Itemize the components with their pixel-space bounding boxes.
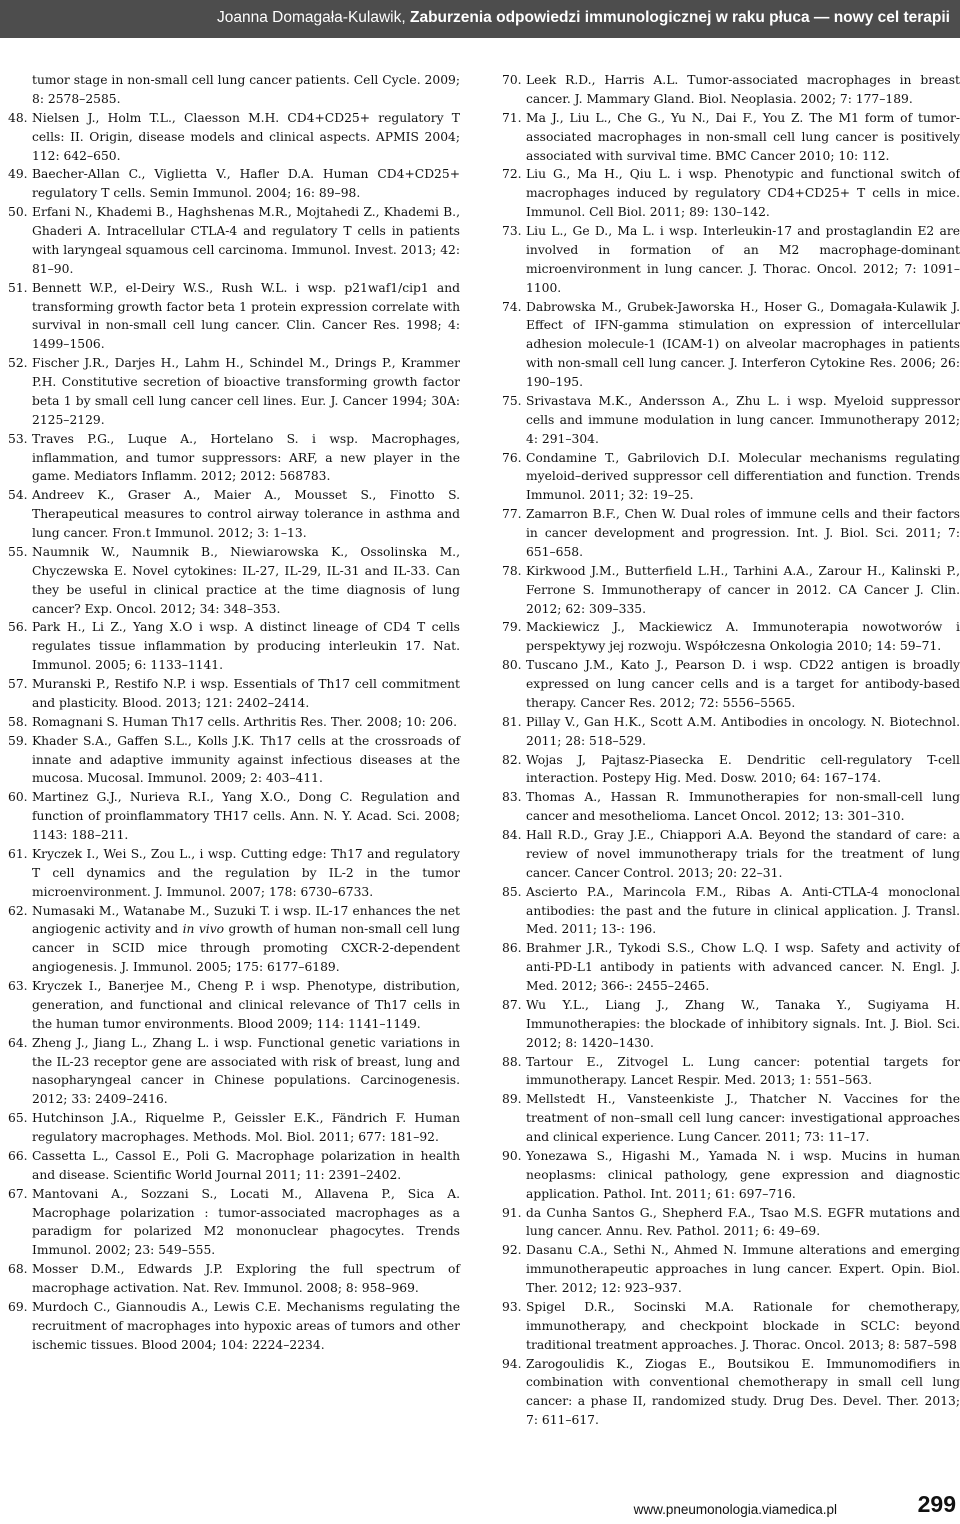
reference-text: Tuscano J.M., Kato J., Pearson D. i wsp. CD22 antigen is broadly expressed on lung cancer cells and is a target for antibody-based therapy. Cancer Res. 2012; 72: 5556–5565. (526, 658, 960, 710)
reference-text: Murdoch C., Giannoudis A., Lewis C.E. Mechanisms regulating the recruitment of macrophages into hypoxic areas of tumors and other ischemic tissues. Blood 2004; 104: 2224–2234. (32, 1299, 460, 1352)
reference-text: Tartour E., Zitvogel L. Lung cancer: potential targets for immunotherapy. Lancet Respir. Med. 2013; 1: 551–563. (526, 1054, 960, 1088)
reference-number: 74. (502, 299, 522, 314)
reference-entry (502, 1053, 960, 1091)
reference-text: Condamine T., Gabrilovich D.I. Molecular mechanisms regulating myeloid–derived suppressor cell differentiation and function. Trends Immunol. 2011; 32: 19–25. (526, 450, 960, 503)
reference-text: Dasanu C.A., Sethi N., Ahmed N. Immune alterations and emerging immunotherapeutic approaches in lung cancer. Expert. Opin. Biol. Ther. 2012; 12: 923–937. (526, 1243, 960, 1295)
reference-number: 83. (502, 790, 522, 805)
reference-entry (502, 1355, 960, 1431)
reference-entry (502, 1090, 960, 1147)
reference-number: 81. (502, 714, 522, 729)
running-header (0, 0, 960, 38)
reference-text: Mellstedt H., Vansteenkiste J., Thatcher N. Vaccines for the treatment of non–small cell lung cancer: investigational approaches and clinical experience. Lung Cancer. 2011; 73: 11–17. (526, 1092, 960, 1144)
reference-entry (502, 392, 960, 449)
reference-text: Traves P.G., Luque A., Hortelano S. i wsp. Macrophages, inflammation, and tumor suppressors: ARF, a new player in the game. Mediators Inflamm. 2012; 2012: 568783. (32, 431, 460, 484)
reference-number: 90. (502, 1148, 522, 1163)
reference-entry (502, 788, 960, 826)
reference-text: Kryczek I., Wei S., Zou L., i wsp. Cutting edge: Th17 and regulatory T cell dynamics and the regulation by IL-2 in the tumor microenvironment. J. Immunol. 2007; 178: 6730–6733. (32, 846, 460, 899)
reference-entry (8, 203, 460, 279)
header-article-title: Zaburzenia odpowiedzi immunologicznej w raku płuca — nowy cel terapii (409, 9, 950, 26)
reference-entry (502, 71, 960, 109)
reference-number: 85. (502, 884, 522, 899)
reference-entry (8, 165, 460, 203)
reference-entry (502, 109, 960, 166)
reference-text: Bennett W.P., el-Deiry W.S., Rush W.L. i wsp. p21waf1/cip1 and transforming growth factor beta 1 protein expression correlate with survival in non-small cell lung cancer. Clin. Cancer Res. 1998; 4: 1499–1506. (32, 280, 460, 352)
reference-entry (502, 298, 960, 392)
reference-entry (8, 788, 460, 845)
reference-text: Kirkwood J.M., Butterfield L.H., Tarhini A.A., Zarour H., Kalinski P., Ferrone S. Immunotherapy of cancer in 2012. CA Cancer J. Clin. 2012; 62: 309–335. (526, 563, 960, 616)
reference-entry (8, 902, 460, 978)
reference-entry (8, 1260, 460, 1298)
reference-number: 67. (8, 1186, 28, 1201)
reference-entry (8, 1298, 460, 1355)
reference-entry (8, 1034, 460, 1110)
reference-text: tumor stage in non-small cell lung cancer patients. Cell Cycle. 2009; 8: 2578–2585. (32, 73, 460, 106)
reference-entry (502, 656, 960, 713)
reference-number: 73. (502, 224, 522, 238)
reference-number: 77. (502, 507, 522, 522)
reference-entry (502, 751, 960, 789)
reference-number: 71. (502, 110, 522, 125)
reference-number: 48. (8, 110, 28, 125)
reference-entry (8, 1185, 460, 1261)
reference-text: Ma J., Liu L., Che G., Yu N., Dai F., You Z. The M1 form of tumor-associated macrophages in non-small cell lung cancer is positively associated with survival time. BMC Cancer 2010; 10: 112. (526, 110, 960, 163)
reference-number: 68. (8, 1262, 28, 1277)
reference-text: Wojas J, Pajtasz-Piasecka E. Dendritic cell-regulatory T-cell interaction. Postepy Hig. Med. Dosw. 2010; 64: 167–174. (526, 752, 960, 786)
reference-number: 56. (8, 620, 28, 635)
reference-number: 52. (8, 356, 28, 371)
reference-text: da Cunha Santos G., Shepherd F.A., Tsao M.S. EGFR mutations and lung cancer. Annu. Rev. Pathol. 2011; 6: 49–69. (526, 1205, 960, 1239)
reference-entry (8, 486, 460, 543)
reference-entry (8, 354, 460, 430)
header-author: Joanna Domagała-Kulawik, (216, 9, 406, 26)
reference-entry (8, 713, 460, 732)
reference-number: 55. (8, 544, 28, 559)
reference-number: 61. (8, 846, 28, 861)
reference-text: Fischer J.R., Darjes H., Lahm H., Schindel M., Drings P., Krammer P.H. Constitutive secretion of bioactive transforming growth factor beta 1 by small cell lung cancer cell lines. Eur. J. Cancer 1994; 30A: 2125–2129. (32, 356, 460, 427)
reference-text: Baecher-Allan C., Viglietta V., Hafler D.A. Human CD4+CD25+ regulatory T cells. Semin Immunol. 2004; 16: 89–98. (32, 167, 460, 201)
reference-entry (8, 845, 460, 902)
reference-entry (502, 562, 960, 619)
reference-entry (502, 222, 960, 298)
reference-text: Romagnani S. Human Th17 cells. Arthritis Res. Ther. 2008; 10: 206. (32, 714, 457, 729)
reference-text: Mantovani A., Sozzani S., Locati M., Allavena P., Sica A. Macrophage polarization : tumor-associated macrophages as a paradigm for polarized M2 mononuclear phagocytes. Trends Immunol. 2002; 23: 549–555. (32, 1186, 460, 1258)
reference-text: Hutchinson J.A., Riquelme P., Geissler E.K., Fändrich F. Human regulatory macrophages. Methods. Mol. Biol. 2011; 677: 181–92. (32, 1111, 460, 1144)
reference-text: Zheng J., Jiang L., Zhang L. i wsp. Functional genetic variations in the IL-23 receptor gene are associated with risk of breast, lung and nasopharyngeal cancer in Chinese populations. Carcinogenesis. 2012; 33: 2409–2416. (32, 1035, 460, 1107)
reference-entry (8, 109, 460, 166)
reference-text: Martinez G.J., Nurieva R.I., Yang X.O., Dong C. Regulation and function of proinflammatory TH17 cells. Ann. N. Y. Acad. Sci. 2008; 1143: 188–211. (32, 790, 460, 842)
reference-entry (502, 1147, 960, 1204)
reference-text: Naumnik W., Naumnik B., Niewiarowska K., Ossolinska M., Chyczewska E. Novel cytokines: IL-27, IL-29, IL-31 and IL-33. Can they be useful in clinical practice at the time diagnosis of lung cancer? Exp. Oncol. 2012; 34: 348–353. (32, 544, 460, 616)
header-title (217, 0, 950, 38)
reference-number: 49. (8, 167, 28, 182)
reference-number: 60. (8, 790, 28, 805)
reference-number: 94. (502, 1356, 522, 1371)
reference-entry (502, 996, 960, 1053)
reference-text: Leek R.D., Harris A.L. Tumor-associated macrophages in breast cancer. J. Mammary Gland. Biol. Neoplasia. 2002; 7: 177–189. (526, 73, 960, 106)
reference-number: 88. (502, 1054, 522, 1069)
reference-text: Pillay V., Gan H.K., Scott A.M. Antibodies in oncology. N. Biotechnol. 2011; 28: 518–529. (526, 714, 960, 748)
reference-entry (502, 505, 960, 562)
reference-number: 80. (502, 658, 522, 673)
reference-entry (8, 1109, 460, 1147)
reference-number: 64. (8, 1035, 28, 1050)
reference-text: Kryczek I., Banerjee M., Cheng P. i wsp. Phenotype, distribution, generation, and functional and clinical relevance of Th17 cells in the human tumor environments. Blood 2009; 114: 1141–1149. (32, 979, 460, 1031)
reference-text: Liu L., Ge D., Ma L. i wsp. Interleukin-17 and prostaglandin E2 are involved in formation of an M2 macrophage-dominant microenvironment in lung cancer. J. Thorac. Oncol. 2012; 7: 1091–1100. (526, 224, 960, 295)
reference-text: Dabrowska M., Grubek-Jaworska H., Hoser G., Domagała-Kulawik J. Effect of IFN-gamma stimulation on expression of intercellular adhesion molecule-1 (ICAM-1) on alveolar macrophages in patients with non-small cell lung cancer. J. Interferon Cytokine Res. 2006; 26: 190–195. (526, 299, 960, 389)
reference-entry (502, 449, 960, 506)
reference-number: 50. (8, 205, 28, 220)
reference-number: 78. (502, 563, 522, 578)
reference-entry (8, 71, 460, 109)
reference-number: 87. (502, 997, 522, 1012)
reference-number: 65. (8, 1111, 28, 1126)
reference-number: 79. (502, 620, 522, 635)
reference-text: Nielsen J., Holm T.L., Claesson M.H. CD4+CD25+ regulatory T cells: II. Origin, disease models and clinical aspects. APMIS 2004; 112: 642–650. (32, 110, 460, 163)
reference-text: Park H., Li Z., Yang X.O i wsp. A distinct lineage of CD4 T cells regulates tissue inflammation by producing interleukin 17. Nat. Immunol. 2005; 6: 1133–1141. (32, 620, 460, 673)
reference-text: Liu G., Ma H., Qiu L. i wsp. Phenotypic and functional switch of macrophages induced by regulatory CD4+CD25+ T cells in mice. Immunol. Cell Biol. 2011; 89: 130–142. (526, 167, 960, 220)
reference-number: 93. (502, 1299, 522, 1314)
reference-entry (502, 713, 960, 751)
reference-number: 70. (502, 73, 522, 87)
references-right-column (502, 71, 960, 1430)
reference-number: 53. (8, 431, 28, 446)
reference-number: 58. (8, 714, 28, 729)
reference-number: 89. (502, 1092, 522, 1107)
reference-number: 76. (502, 450, 522, 465)
reference-number: 57. (8, 677, 28, 691)
reference-entry (502, 1241, 960, 1298)
reference-text: Hall R.D., Gray J.E., Chiappori A.A. Beyond the standard of care: a review of novel immunotherapy trials for the treatment of lung cancer. Cancer Control. 2013; 20: 22–31. (526, 828, 960, 880)
reference-entry (502, 618, 960, 656)
reference-number: 69. (8, 1299, 28, 1314)
reference-text: Mosser D.M., Edwards J.P. Exploring the full spectrum of macrophage activation. Nat. Rev. Immunol. 2008; 8: 958–969. (32, 1262, 460, 1295)
footer-url: www.pneumonologia.viamedica.pl (633, 1502, 837, 1517)
reference-entry (502, 1204, 960, 1242)
reference-text: Thomas A., Hassan R. Immunotherapies for non-small-cell lung cancer and mesothelioma. Lancet Oncol. 2012; 13: 301–310. (526, 790, 960, 824)
reference-entry (502, 883, 960, 940)
reference-number: 51. (8, 280, 28, 295)
reference-number: 63. (8, 979, 28, 993)
reference-text: Brahmer J.R., Tykodi S.S., Chow L.Q. I wsp. Safety and activity of anti-PD-L1 antibody in patients with advanced cancer. N. Engl. J. Med. 2012; 366-: 2455–2465. (526, 941, 960, 993)
reference-entry (8, 675, 460, 713)
reference-text: Numasaki M., Watanabe M., Suzuki T. i wsp. IL-17 enhances the net angiogenic activity and in vivo growth of human non-small cell lung cancer in SCID mice through promoting CXCR-2-dependent angiogenesis. J. Immunol. 2005; 175: 6177–6189. (32, 903, 460, 975)
references-left-column (8, 71, 460, 1355)
reference-text: Mackiewicz J., Mackiewicz A. Immunoterapia nowotworów i perspektywy jej rozwoju. Współczesna Onkologia 2010; 14: 59–71. (526, 620, 960, 654)
reference-text: Ascierto P.A., Marincola F.M., Ribas A. Anti-CTLA-4 monoclonal antibodies: the past and the future in clinical application. J. Transl. Med. 2011; 13-: 196. (526, 884, 960, 937)
reference-text: Zamarron B.F., Chen W. Dual roles of immune cells and their factors in cancer development and progression. Int. J. Biol. Sci. 2011; 7: 651–658. (526, 507, 960, 559)
reference-entry (8, 732, 460, 789)
page-number: 299 (917, 1491, 956, 1517)
reference-entry (502, 165, 960, 222)
reference-entry (502, 939, 960, 996)
reference-text: Andreev K., Graser A., Maier A., Mousset S., Finotto S. Therapeutical measures to control airway tolerance in asthma and lung cancer. Fron.t Immunol. 2012; 3: 1–13. (32, 488, 460, 540)
reference-text: Yonezawa S., Higashi M., Yamada N. i wsp. Mucins in human neoplasms: clinical pathology, gene expression and diagnostic application. Pathol. Int. 2011; 61: 697–716. (526, 1148, 960, 1201)
reference-text: Wu Y.L., Liang J., Zhang W., Tanaka Y., Sugiyama H. Immunotherapies: the blockade of inhibitory signals. Int. J. Biol. Sci. 2012; 8: 1420–1430. (526, 997, 960, 1050)
reference-entry (8, 430, 460, 487)
reference-number: 66. (8, 1148, 28, 1163)
reference-entry (502, 1298, 960, 1355)
reference-number: 82. (502, 752, 522, 767)
reference-number: 86. (502, 941, 522, 956)
reference-text: Khader S.A., Gaffen S.L., Kolls J.K. Th17 cells at the crossroads of innate and adaptive immunity against infectious diseases at the mucosa. Mucosal. Immunol. 2009; 2: 403–411. (32, 733, 460, 786)
reference-entry (502, 826, 960, 883)
reference-number: 75. (502, 393, 522, 408)
reference-entry (8, 618, 460, 675)
reference-text: Zarogoulidis K., Ziogas E., Boutsikou E. Immunomodifiers in combination with conventional chemotherapy in small cell lung cancer: a phase II, randomized study. Drug Des. Devel. Ther. 2013; 7: 611–617. (526, 1356, 960, 1428)
reference-number: 72. (502, 167, 522, 182)
reference-text: Srivastava M.K., Andersson A., Zhu L. i wsp. Myeloid suppressor cells and immune modulation in lung cancer. Immunotherapy 2012; 4: 291–304. (526, 393, 960, 446)
reference-number: 92. (502, 1243, 522, 1258)
reference-entry (8, 543, 460, 619)
reference-text: Muranski P., Restifo N.P. i wsp. Essentials of Th17 cell commitment and plasticity. Blood. 2013; 121: 2402–2414. (32, 677, 460, 710)
reference-text: Spigel D.R., Socinski M.A. Rationale for chemotherapy, immunotherapy, and checkpoint blockade in SCLC: beyond traditional treatment approaches. J. Thorac. Oncol. 2013; 8: 587–598 (526, 1299, 960, 1352)
reference-number: 54. (8, 488, 28, 503)
reference-entry (8, 279, 460, 355)
reference-entry (8, 1147, 460, 1185)
reference-number: 84. (502, 828, 522, 842)
reference-text: Cassetta L., Cassol E., Poli G. Macrophage polarization in health and disease. Scientific World Journal 2011; 11: 2391–2402. (32, 1148, 460, 1182)
reference-number: 59. (8, 733, 28, 748)
reference-entry (8, 977, 460, 1034)
reference-number: 62. (8, 903, 28, 918)
reference-text: Erfani N., Khademi B., Haghshenas M.R., Mojtahedi Z., Khademi B., Ghaderi A. Intracellular CTLA-4 and regulatory T cells in patients with laryngeal squamous cell carcinoma. Immunol. Invest. 2013; 42: 81–90. (32, 205, 460, 276)
reference-number: 91. (502, 1205, 522, 1220)
